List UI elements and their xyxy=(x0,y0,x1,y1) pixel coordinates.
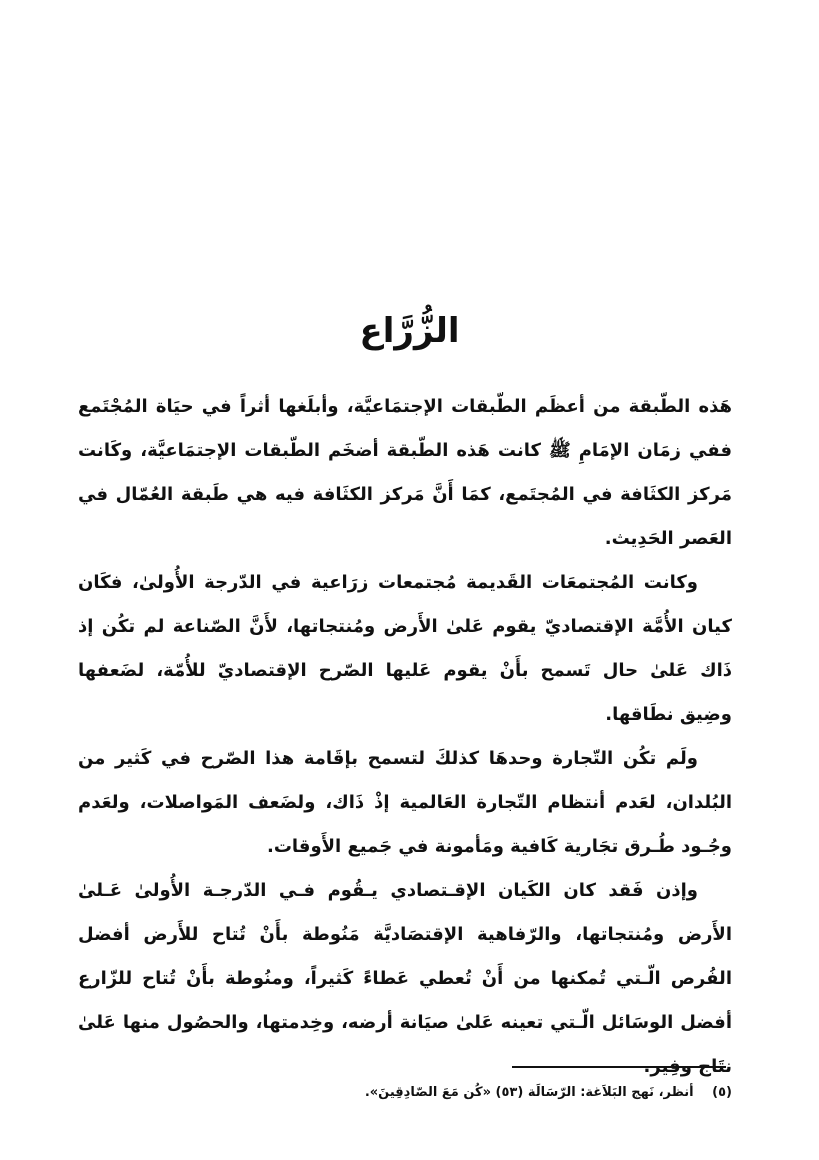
body-text xyxy=(78,385,732,1089)
paragraph-3: ولَم تكُن التّجارة وحدهَا كذلكَ لتسمح بإقَامة هذا الصّرح في كَثير من البُلدان، لعَدم أنتظام التّجارة العَالمية إذْ ذَاك، ولضَعف المَواصلات، ولعَدم وجُـود طُـرق تجَارية كَافية ومَأمونة في جَميع الأَوقات. xyxy=(78,748,732,857)
footnote-divider xyxy=(512,1066,726,1068)
footnote-number: (٥) xyxy=(712,1085,732,1100)
paragraph-1: هَذه الطّبقة من أعظَم الطّبقات الإجتمَاعيَّة، وأبلَغها أثراً في حيَاة المُجْتَمع ففي زمَان الإمَامِ ﷺ كانت هَذه الطّبقة أضخَم الطّبقات الإجتمَاعيَّة، وكَانت مَركز الكثَافة في المُجتَمع، كمَا أَنَّ مَركز الكثَافة فيه هي طَبقة العُمّال في العَصر الحَدِيث. xyxy=(78,396,732,549)
footnote xyxy=(78,1080,732,1106)
page-title: الزُّرَّاع xyxy=(359,311,460,351)
paragraph-4: وإذن فَقد كان الكَيان الإقـتصادي يـقُوم فـي الدّرجـة الأُولىٰ عَـلىٰ الأَرض ومُنتجاتها، والرّفاهية الإقتصَاديَّة مَنُوطة بأَنْ تُتاح للأَرض أفضل الفُرص الّـتي تُمكنها من أَنْ تُعطي عَطاءً كَثيراً، ومنُوطة بأَنْ تُتاح للزّارع أفضل الوسَائل الّـتي تعينه عَلىٰ صيَانة أرضه، وخِدمتها، والحصُول منها عَلىٰ نتَاج وفِير. xyxy=(78,880,732,1077)
footnote-text: أنظر، نَهج البَلاَغة: الرّسَالَة (٥٣) «كُن مَعَ الصّادِقِينَ». xyxy=(364,1085,694,1100)
paragraph-2: وكانت المُجتمعَات القَديمة مُجتمعات زرَاعية في الدّرجة الأُولىٰ، فكَان كيان الأُمَّة الإقتصاديّ يقوم عَلىٰ الأَرض ومُنتجاتها، لأَنَّ الصّناعة لم تكُن إذ ذَاك عَلىٰ حال تَسمح بأَنْ يقوم عَليها الصّرح الإقتصاديّ للأُمّة، لضَعفها وضِيق نطَاقها. xyxy=(78,572,732,725)
